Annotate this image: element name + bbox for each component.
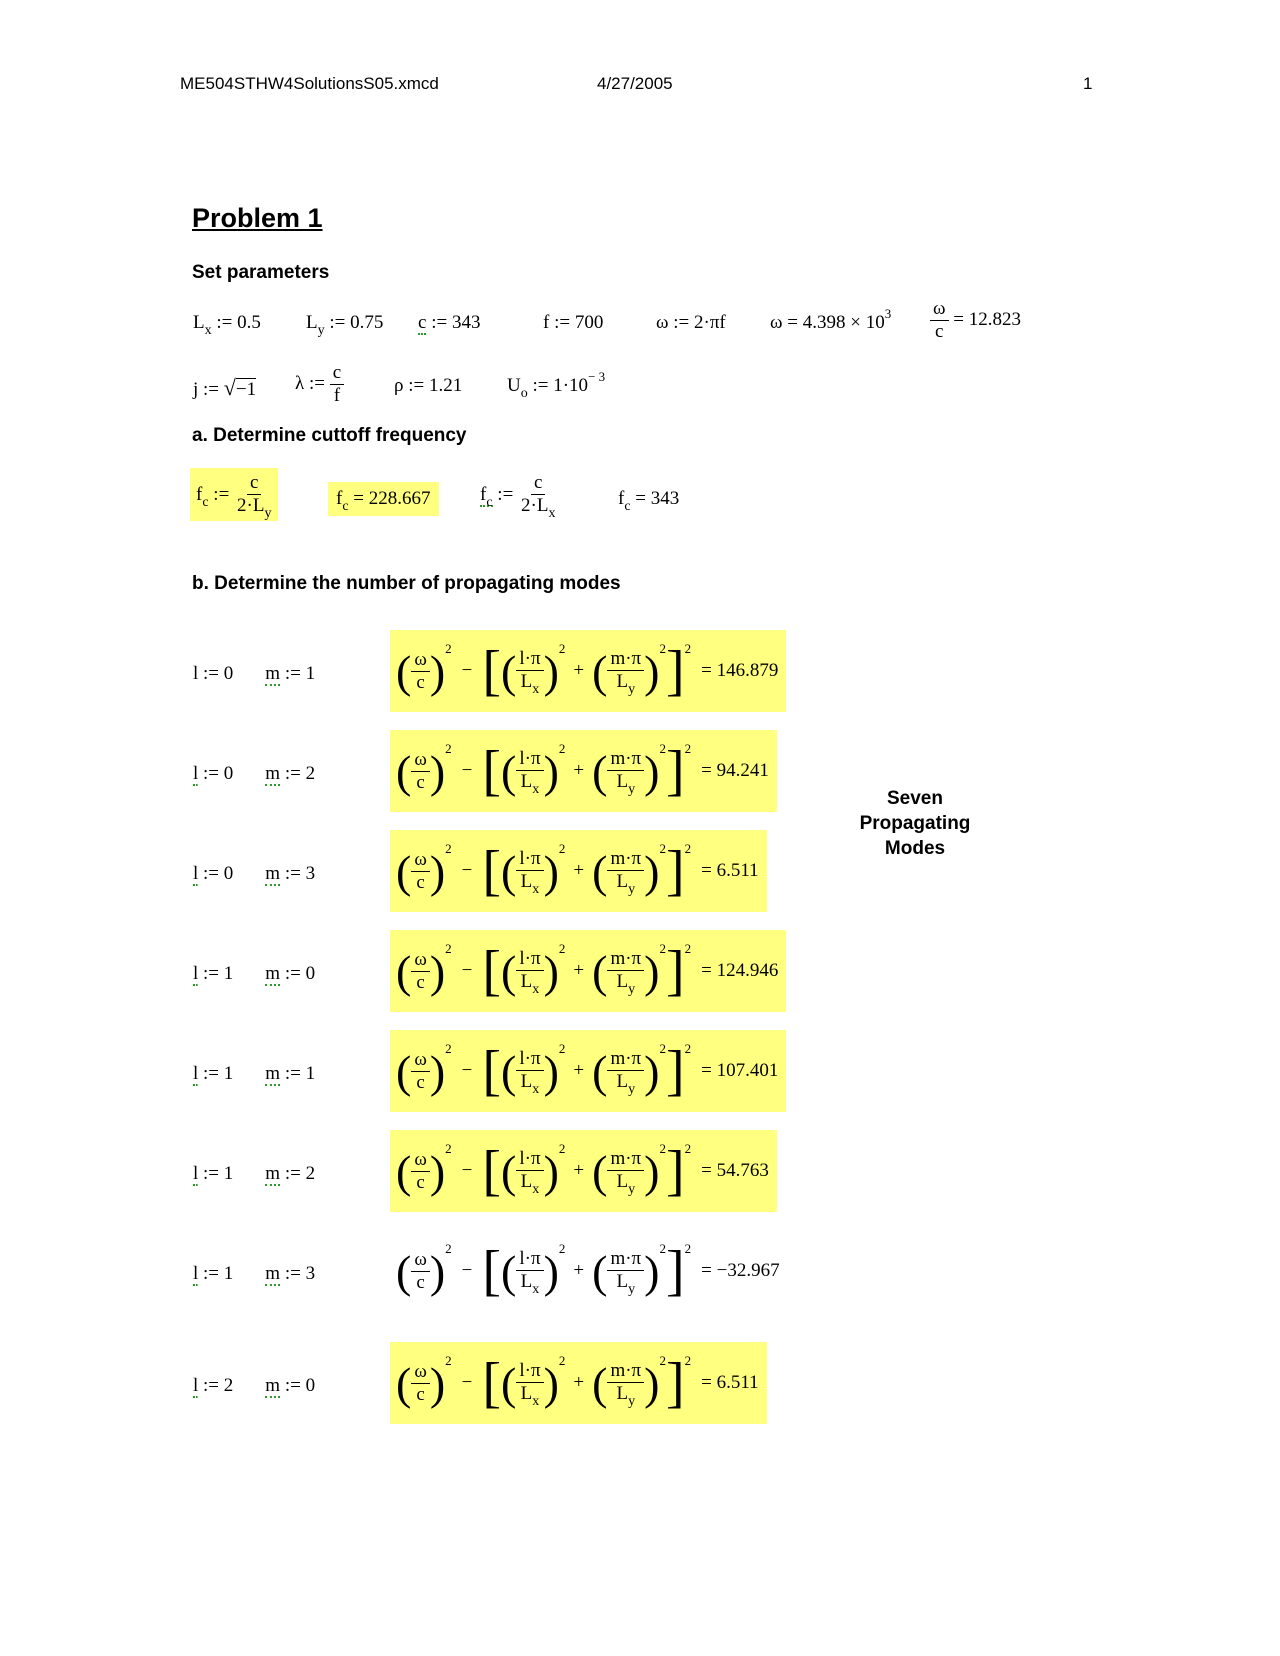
mode-m-value: 0 [305, 1375, 316, 1396]
lambda-definition: λ := $\frac{c}{f}$ [295, 362, 344, 407]
mode-indices: l := 0 m := 3 [193, 863, 316, 884]
problem-title: Problem 1 [192, 203, 323, 233]
mode-indices: l := 2 m := 0 [193, 1375, 316, 1396]
mode-m-value: 1 [305, 1063, 316, 1084]
mode-l-value: 1 [223, 963, 234, 984]
mode-l-value: 0 [223, 863, 234, 884]
omega-def-value: 2·πf [694, 312, 726, 333]
mode-expression: ( $\frac{\omega}{c}$ ) 2 − [ ( $\frac{l\cdot\pi}{L_x}$ ) 2 + ( $\frac{m\cdot\pi}{L_y}$ ) 2 ] 2 = 146.879 [390, 630, 786, 712]
fc-x-definition: $f_c$ := $\frac{c}{2\cdot L_x}$ [480, 472, 556, 521]
fc-y-value: 228.667 [368, 488, 431, 509]
fc-y-definition: $f_c$ := $\frac{c}{2\cdot L_y}$ [190, 468, 278, 521]
mode-expression: ( $\frac{\omega}{c}$ ) 2 − [ ( $\frac{l\cdot\pi}{L_x}$ ) 2 + ( $\frac{m\cdot\pi}{L_y}$ ) 2 ] 2 = −32.967 [396, 1240, 780, 1302]
mode-l-value: 0 [223, 663, 234, 684]
mode-l-value: 1 [223, 1163, 234, 1184]
mode-m-value: 2 [305, 763, 316, 784]
header-date: 4/27/2005 [597, 74, 673, 93]
mode-indices: l := 0 m := 1 [193, 663, 316, 684]
mode-m-value: 1 [305, 663, 316, 684]
mode-l-value: 1 [223, 1063, 234, 1084]
mode-expression: ( $\frac{\omega}{c}$ ) 2 − [ ( $\frac{l\cdot\pi}{L_x}$ ) 2 + ( $\frac{m\cdot\pi}{L_y}$ ) 2 ] 2 = 107.401 [390, 1030, 786, 1112]
uo-exponent: − 3 [588, 369, 606, 384]
mode-indices: l := 1 m := 1 [193, 1063, 316, 1084]
mode-m-value: 3 [305, 863, 316, 884]
j-definition: j := √−1 [193, 375, 257, 400]
mode-indices: l := 1 m := 0 [193, 963, 316, 984]
set-parameters-heading: Set parameters [192, 262, 330, 283]
mode-m-value: 2 [305, 1163, 316, 1184]
omega-result-value: 4.398 × 10 [802, 312, 885, 333]
ly-value: 0.75 [350, 312, 384, 333]
omega-exponent: 3 [884, 306, 892, 321]
rho-definition: ρ := 1.21 [394, 375, 463, 396]
note-line-3: Modes [884, 838, 946, 859]
mode-result-value: 6.511 [716, 1372, 759, 1393]
mode-expression: ( $\frac{\omega}{c}$ ) 2 − [ ( $\frac{l\cdot\pi}{L_x}$ ) 2 + ( $\frac{m\cdot\pi}{L_y}$ ) 2 ] 2 = 54.763 [390, 1130, 777, 1212]
omega-over-c-value: 12.823 [968, 308, 1021, 330]
mode-result-value: 146.879 [716, 660, 779, 681]
mode-result-value: 124.946 [716, 960, 779, 981]
c-definition: c := 343 [418, 312, 481, 333]
ly-definition: $L_y$ := 0.75 [306, 312, 384, 338]
f-value: 700 [574, 312, 604, 333]
lx-value: 0.5 [237, 312, 261, 333]
part-a-heading: a. Determine cuttoff frequency [192, 425, 467, 446]
mode-m-value: 3 [305, 1263, 316, 1284]
propagating-modes-note [850, 786, 980, 861]
rho-value: 1.21 [428, 375, 463, 396]
fc-y-result: $f_c = 228.667$ [328, 482, 439, 516]
fc-x-value: 343 [650, 488, 680, 509]
omega-over-c-result: $\frac{\omega}{c}$ = 12.823 [930, 298, 1021, 343]
c-value: 343 [451, 312, 481, 333]
mode-indices: l := 0 m := 2 [193, 763, 316, 784]
j-radicand: −1 [235, 379, 257, 400]
omega-result: $\omega = 4.398 \times 10^3$ [770, 306, 892, 333]
mode-expression: ( $\frac{\omega}{c}$ ) 2 − [ ( $\frac{l\cdot\pi}{L_x}$ ) 2 + ( $\frac{m\cdot\pi}{L_y}$ ) 2 ] 2 = 124.946 [390, 930, 786, 1012]
mode-l-value: 0 [223, 763, 234, 784]
mode-result-value: 6.511 [716, 860, 759, 881]
mode-l-value: 2 [223, 1375, 234, 1396]
header-page-number: 1 [1083, 74, 1093, 93]
mode-indices: l := 1 m := 2 [193, 1163, 316, 1184]
mode-result-value: 54.763 [716, 1160, 769, 1181]
part-b-heading: b. Determine the number of propagating modes [192, 573, 621, 594]
mode-result-value: 107.401 [716, 1060, 779, 1081]
note-line-2: Propagating [859, 813, 971, 834]
lx-definition: $L_x$ := 0.5 [193, 312, 261, 338]
mode-l-value: 1 [223, 1263, 234, 1284]
mode-expression: ( $\frac{\omega}{c}$ ) 2 − [ ( $\frac{l\cdot\pi}{L_x}$ ) 2 + ( $\frac{m\cdot\pi}{L_y}$ ) 2 ] 2 = 6.511 [390, 1342, 767, 1424]
mode-result-value: −32.967 [716, 1260, 780, 1281]
fc-x-result: $f_c = 343$ [618, 488, 680, 514]
uo-value: 1·10 [553, 375, 589, 396]
f-definition: f := 700 [543, 312, 604, 333]
header-filename: ME504STHW4SolutionsS05.xmcd [180, 74, 439, 93]
mode-m-value: 0 [305, 963, 316, 984]
mode-expression: ( $\frac{\omega}{c}$ ) 2 − [ ( $\frac{l\cdot\pi}{L_x}$ ) 2 + ( $\frac{m\cdot\pi}{L_y}$ ) 2 ] 2 = 6.511 [390, 830, 767, 912]
uo-definition: $U_o$ := $1\cdot 10^{- 3}$ [507, 369, 606, 401]
mode-result-value: 94.241 [716, 760, 769, 781]
note-line-1: Seven [887, 788, 943, 809]
mode-indices: l := 1 m := 3 [193, 1263, 316, 1284]
omega-definition: ω := 2·πf [656, 312, 726, 333]
mode-expression: ( $\frac{\omega}{c}$ ) 2 − [ ( $\frac{l\cdot\pi}{L_x}$ ) 2 + ( $\frac{m\cdot\pi}{L_y}$ ) 2 ] 2 = 94.241 [390, 730, 777, 812]
